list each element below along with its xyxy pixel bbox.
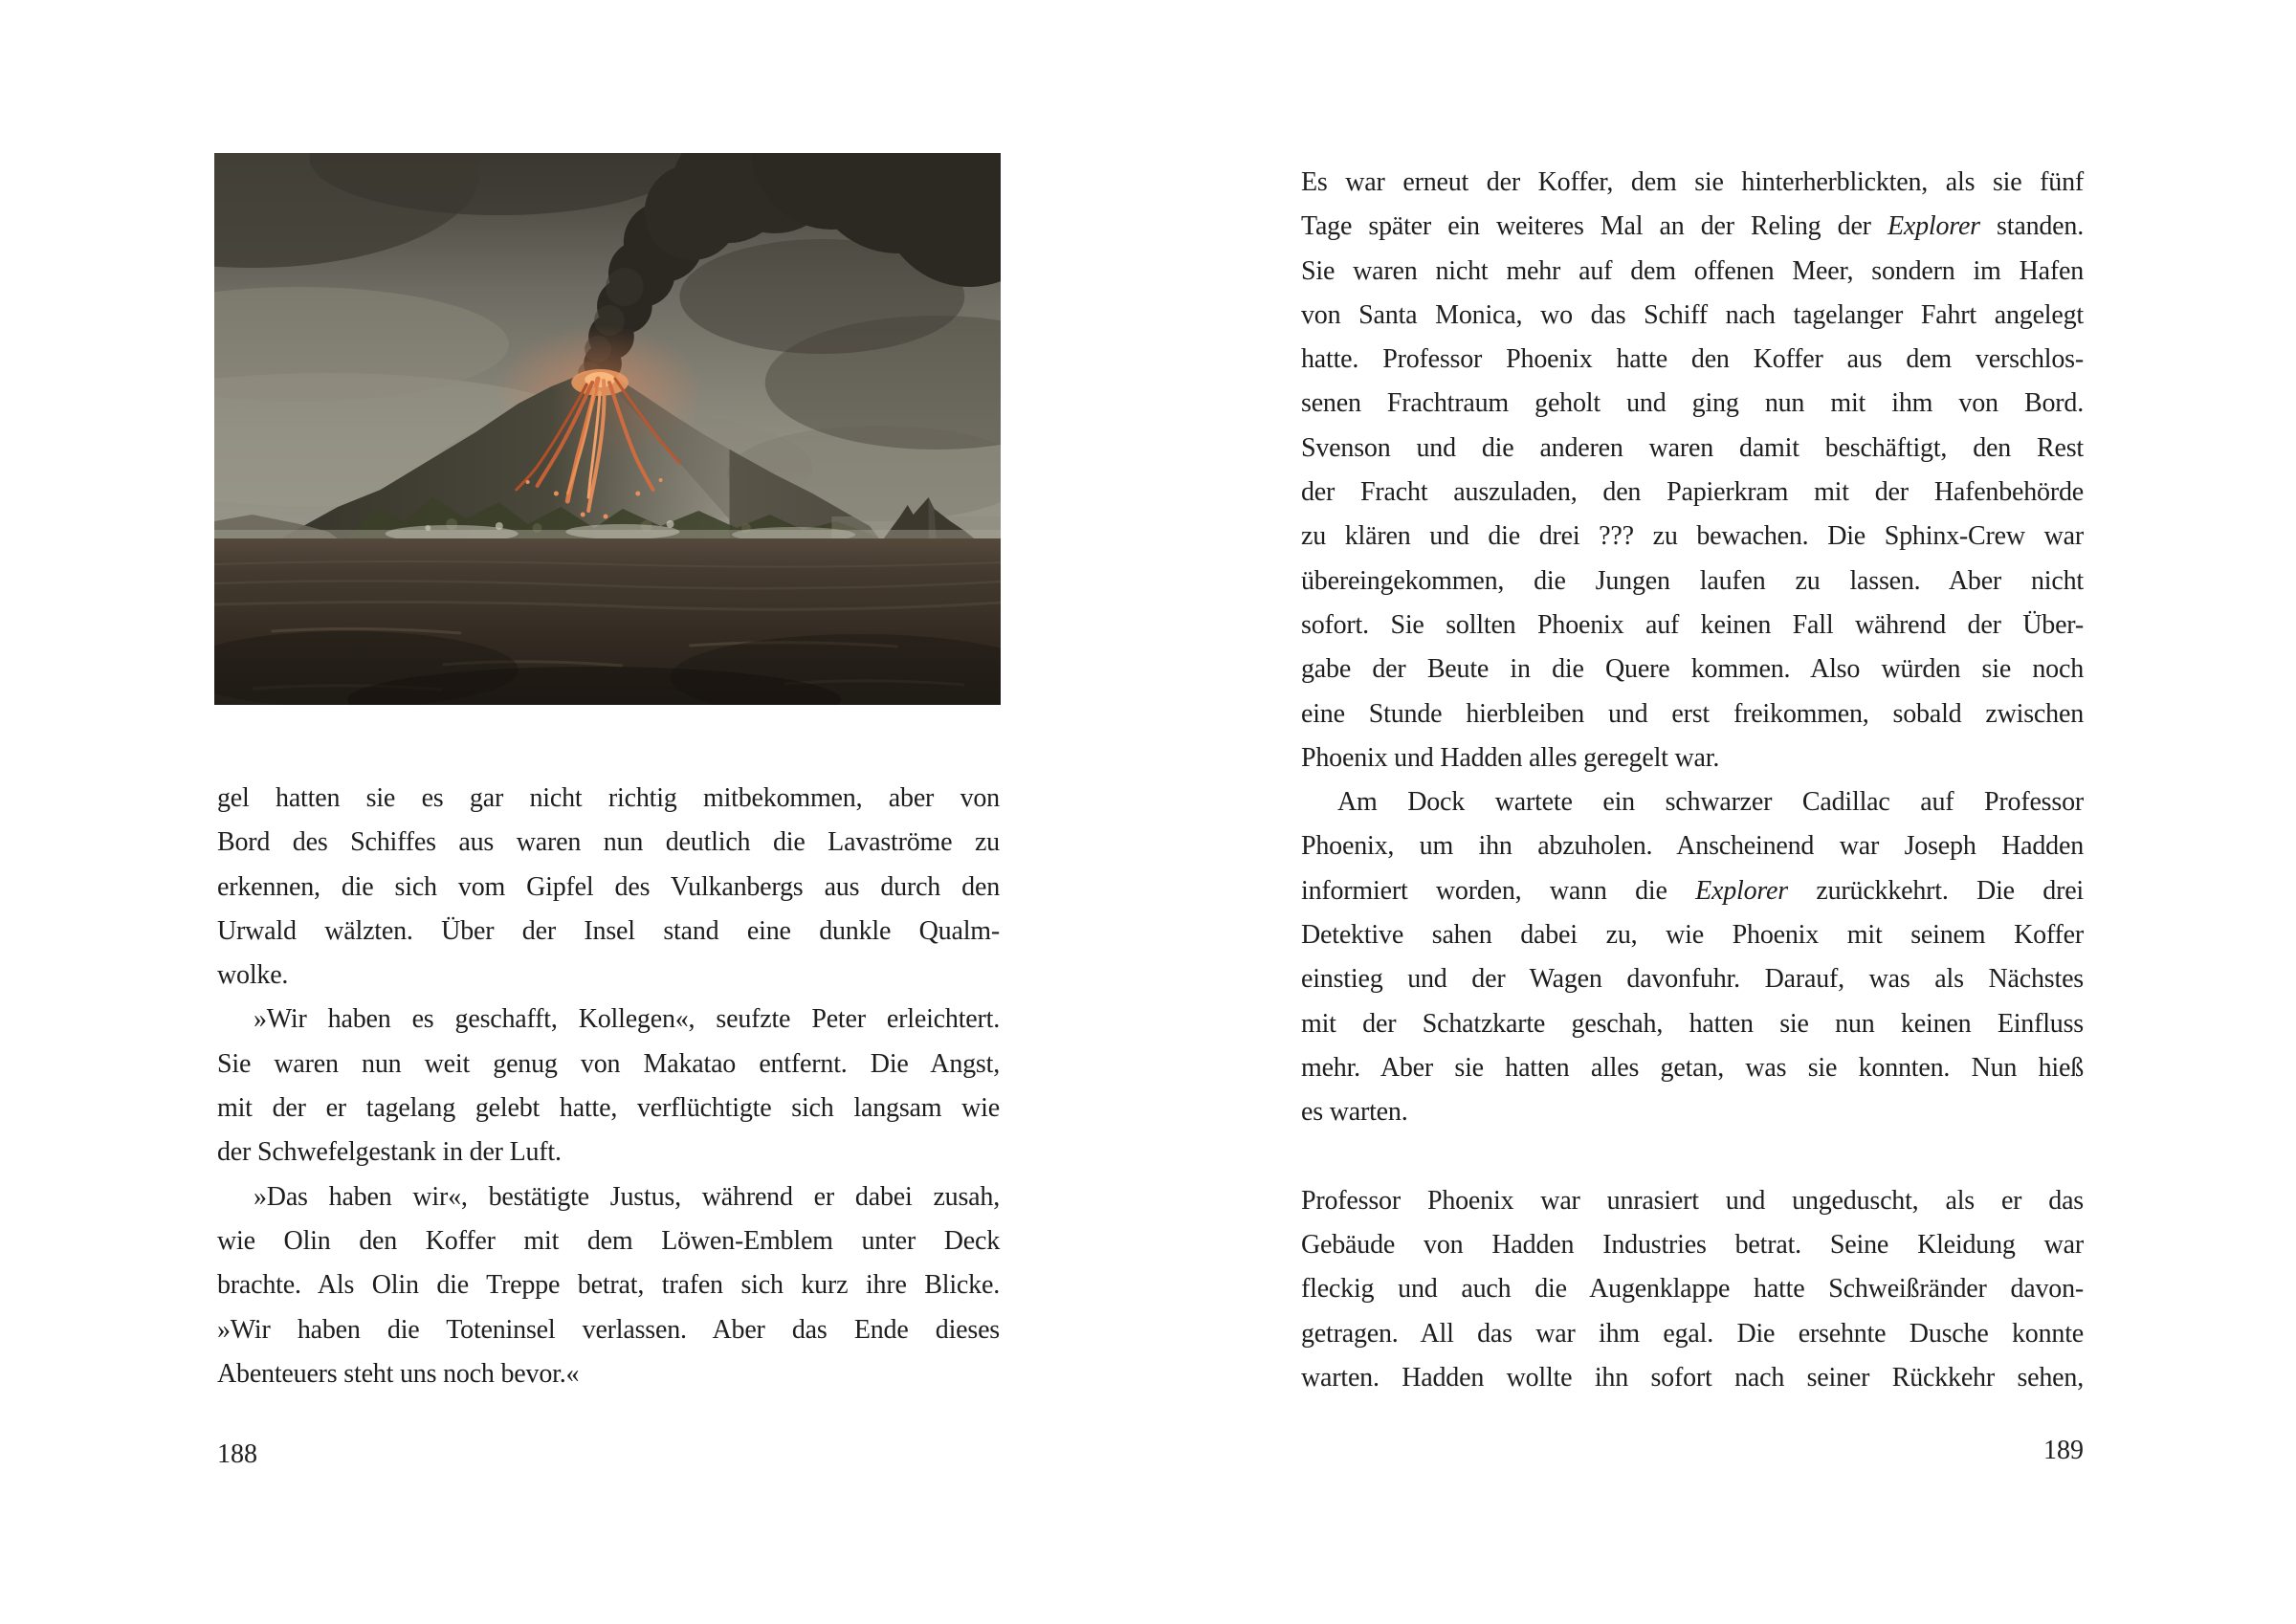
text-line: gabe der Beute in die Quere kommen. Also würden sie noch bbox=[1301, 654, 2084, 685]
paragraph bbox=[217, 998, 1000, 1174]
text-line: hatte. Professor Phoenix hatte den Koffer aus dem verschlos- bbox=[1301, 344, 2084, 375]
text-line: Am Dock wartete ein schwarzer Cadillac auf Professor bbox=[1337, 787, 2084, 818]
left-page-number: 188 bbox=[217, 1439, 257, 1469]
text-line: erkennen, die sich vom Gipfel des Vulkanbergs aus durch den bbox=[217, 871, 1000, 902]
text-line: brachte. Als Olin die Treppe betrat, trafen sich kurz ihre Blicke. bbox=[217, 1270, 1000, 1301]
text-line: »Das haben wir«, bestätigte Justus, während er dabei zusah, bbox=[254, 1181, 1000, 1212]
right-page-text bbox=[1301, 161, 2084, 1400]
text-line: Phoenix und Hadden alles geregelt war. bbox=[1301, 742, 1720, 773]
text-line: getragen. All das war ihm egal. Die ersehnte Dusche konnte bbox=[1301, 1318, 2084, 1349]
text-line: eine Stunde hierbleiben und erst freikommen, sobald zwischen bbox=[1301, 698, 2084, 729]
text-line: Sie waren nicht mehr auf dem offenen Meer, sondern im Hafen bbox=[1301, 255, 2084, 286]
right-page-number: 189 bbox=[2043, 1436, 2084, 1465]
text-line: Svenson und die anderen waren damit beschäftigt, den Rest bbox=[1301, 432, 2084, 463]
paragraph bbox=[1301, 780, 2084, 1134]
text-line: der Fracht auszuladen, den Papierkram mit der Hafenbehörde bbox=[1301, 477, 2084, 508]
text-line: einstieg und der Wagen davonfuhr. Darauf, was als Nächstes bbox=[1301, 964, 2084, 995]
text-line: Gebäude von Hadden Industries betrat. Seine Kleidung war bbox=[1301, 1230, 2084, 1261]
text-line: übereingekommen, die Jungen laufen zu lassen. Aber nicht bbox=[1301, 565, 2084, 596]
text-line: der Schwefelgestank in der Luft. bbox=[217, 1137, 562, 1168]
text-line: Bord des Schiffes aus waren nun deutlich die Lavaströme zu bbox=[217, 827, 1000, 858]
volcano-photo bbox=[214, 153, 1001, 705]
text-line: Es war erneut der Koffer, dem sie hinterherblickten, als sie fünf bbox=[1301, 167, 2084, 197]
text-line: Urwald wälzten. Über der Insel stand eine dunkle Qualm- bbox=[217, 915, 1000, 946]
text-line: Tage später ein weiteres Mal an der Reling der Explorer standen. bbox=[1301, 211, 2084, 242]
left-page-text bbox=[217, 777, 1000, 1396]
text-line: senen Frachtraum geholt und ging nun mit ihm von Bord. bbox=[1301, 388, 2084, 419]
text-line: wie Olin den Koffer mit dem Löwen-Emblem unter Deck bbox=[217, 1225, 1000, 1256]
text-line: mit der er tagelang gelebt hatte, verflüchtigte sich langsam wie bbox=[217, 1093, 1000, 1124]
paragraph bbox=[217, 777, 1000, 998]
text-line: wolke. bbox=[217, 960, 289, 991]
paragraph bbox=[1301, 1179, 2084, 1400]
text-line: von Santa Monica, wo das Schiff nach tagelanger Fahrt angelegt bbox=[1301, 299, 2084, 330]
text-line: Sie waren nun weit genug von Makatao entfernt. Die Angst, bbox=[217, 1048, 1000, 1079]
paragraph bbox=[1301, 161, 2084, 780]
text-line: gel hatten sie es gar nicht richtig mitbekommen, aber von bbox=[217, 783, 1000, 813]
text-line: Phoenix, um ihn abzuholen. Anscheinend war Joseph Hadden bbox=[1301, 831, 2084, 862]
text-line: informiert worden, wann die Explorer zurückkehrt. Die drei bbox=[1301, 875, 2084, 906]
text-line: mit der Schatzkarte geschah, hatten sie nun keinen Einfluss bbox=[1301, 1008, 2084, 1039]
text-line: »Wir haben es geschafft, Kollegen«, seufzte Peter erleichtert. bbox=[254, 1004, 1000, 1035]
text-line: mehr. Aber sie hatten alles getan, was sie konnten. Nun hieß bbox=[1301, 1052, 2084, 1083]
text-line: warten. Hadden wollte ihn sofort nach seiner Rückkehr sehen, bbox=[1301, 1363, 2084, 1394]
text-line: fleckig und auch die Augenklappe hatte Schweißränder davon- bbox=[1301, 1274, 2084, 1305]
text-line: Professor Phoenix war unrasiert und ungeduscht, als er das bbox=[1301, 1185, 2084, 1216]
ocean bbox=[214, 538, 1001, 705]
text-line: sofort. Sie sollten Phoenix auf keinen Fall während der Über- bbox=[1301, 609, 2084, 640]
paragraph bbox=[217, 1175, 1000, 1396]
text-line: es warten. bbox=[1301, 1097, 1408, 1128]
text-line: zu klären und die drei ??? zu bewachen. Die Sphinx-Crew war bbox=[1301, 521, 2084, 552]
text-line: »Wir haben die Toteninsel verlassen. Aber das Ende dieses bbox=[217, 1314, 1000, 1345]
text-line: Detektive sahen dabei zu, wie Phoenix mit seinem Koffer bbox=[1301, 920, 2084, 951]
volcano-photo-illustration bbox=[214, 153, 1001, 705]
text-line: Abenteuers steht uns noch bevor.« bbox=[217, 1358, 580, 1389]
